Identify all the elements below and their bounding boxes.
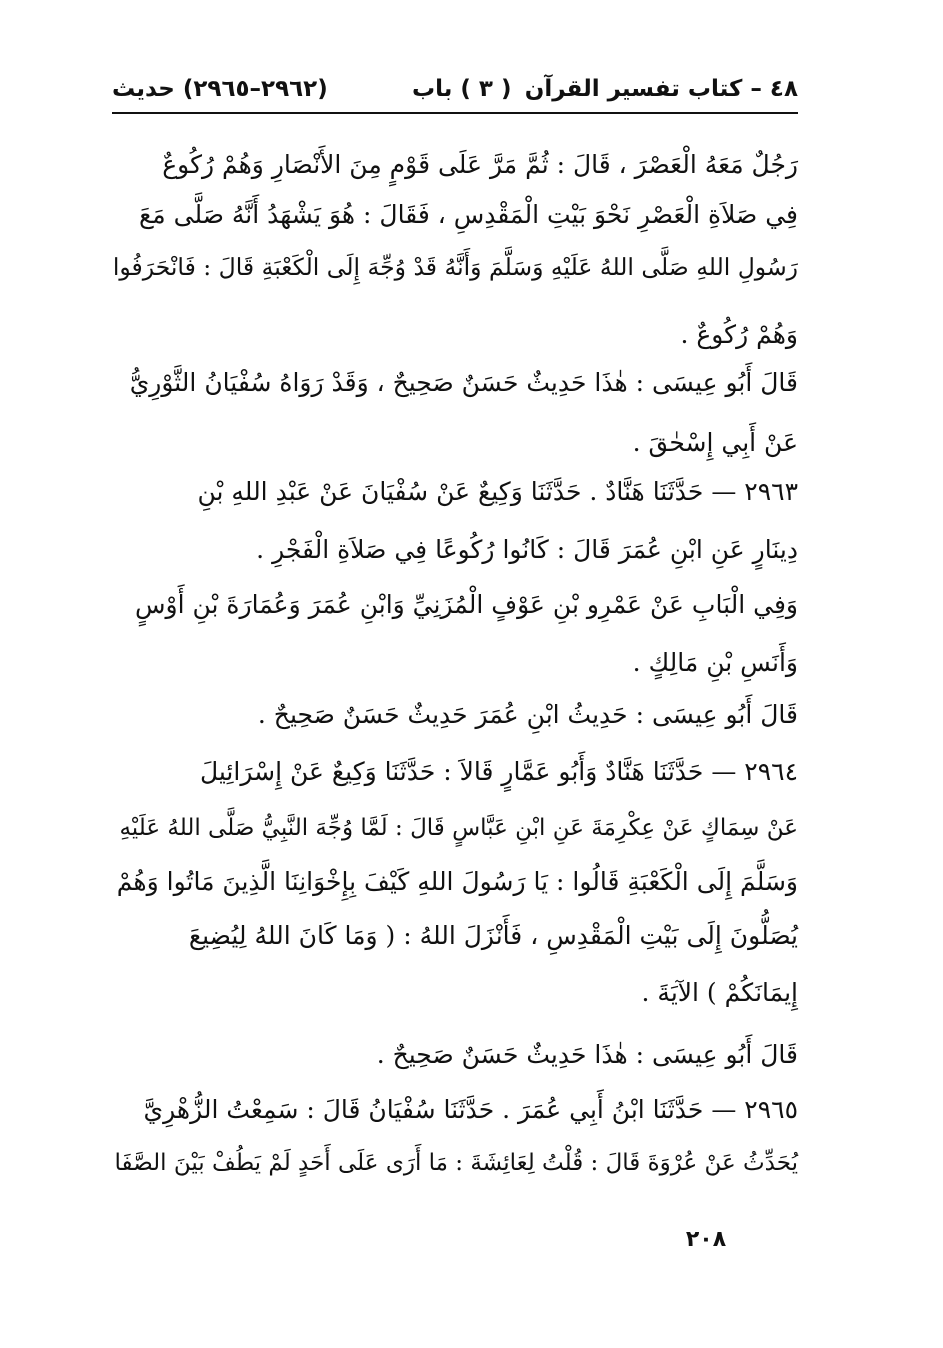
text-line: وَهُمْ رُكُوعٌ .: [680, 320, 798, 349]
text-line: فِي صَلاَةِ الْعَصْرِ نَحْوَ بَيْتِ الْمَقْدِسِ ، فَقَالَ : هُوَ يَشْهَدُ أَنَّهُ صَلَّى مَعَ: [138, 200, 798, 229]
text-line: عَنْ سِمَاكٍ عَنْ عِكْرِمَةَ عَنِ ابْنِ عَبَّاسٍ قَالَ : لَمَّا وُجِّهَ النَّبِيُّ صَلَّى اللهُ عَلَيْهِ: [119, 815, 798, 841]
text-line: دِينَارٍ عَنِ ابْنِ عُمَرَ قَالَ : كَانُوا رُكُوعًا فِي صَلاَةِ الْفَجْرِ .: [256, 535, 798, 564]
text-line: رَجُلٌ مَعَهُ الْعَصْرَ ، قَالَ : ثُمَّ مَرَّ عَلَى قَوْمٍ مِنَ الأَنْصَارِ وَهُمْ رُكُوعٌ: [162, 150, 798, 179]
hadith-2965-line: ٢٩٦٥ — حَدَّثَنَا ابْنُ أَبِي عُمَرَ . حَدَّثَنَا سُفْيَانُ قَالَ : سَمِعْتُ الزُّهْرِيَّ: [143, 1095, 798, 1124]
text-line: عَنْ أَبِي إِسْحٰقَ .: [632, 428, 798, 457]
header-hadith-range: (٢٩٦٢–٢٩٦٥) حديث: [112, 76, 328, 102]
hadith-2964-line: ٢٩٦٤ — حَدَّثَنَا هَنَّادٌ وَأَبُو عَمَّارٍ قَالاَ : حَدَّثَنَا وَكِيعٌ عَنْ إِسْرَائِيلَ: [199, 757, 798, 786]
text-line: يُحَدِّثُ عَنْ عُرْوَةَ قَالَ : قُلْتُ لِعَائِشَةَ : مَا أَرَى عَلَى أَحَدٍ لَمْ يَطُفْ بَيْنَ الصَّفَا: [114, 1150, 798, 1176]
text-line: وَفِي الْبَابِ عَنْ عَمْرِو بْنِ عَوْفٍ الْمُزَنِيِّ وَابْنِ عُمَرَ وَعُمَارَةَ بْنِ أَوْسٍ: [135, 590, 798, 619]
hadith-2963-line: ٢٩٦٣ — حَدَّثَنَا هَنَّادٌ . حَدَّثَنَا وَكِيعٌ عَنْ سُفْيَانَ عَنْ عَبْدِ اللهِ بْنِ: [197, 477, 798, 506]
header-divider: [112, 112, 798, 114]
header-book-title: ٤٨ – كتاب تفسير القرآن: [524, 76, 798, 102]
text-line: يُصَلُّونَ إِلَى بَيْتِ الْمَقْدِسِ ، فَأَنْزَلَ اللهُ : ( وَمَا كَانَ اللهُ لِيُضِيعَ: [188, 921, 798, 950]
header-chapter: ( ٣ ) باب: [412, 76, 512, 102]
text-line: رَسُولِ اللهِ صَلَّى اللهُ عَلَيْهِ وَسَلَّمَ وَأَنَّهُ قَدْ وُجِّهَ إِلَى الْكَعْبَةِ قَالَ : فَانْحَرَفُوا: [112, 253, 798, 281]
text-line: قَالَ أَبُو عِيسَى : هٰذَا حَدِيثٌ حَسَنٌ صَحِيحٌ ، وَقَدْ رَوَاهُ سُفْيَانُ الثَّوْرِيُّ: [129, 368, 798, 397]
text-line: قَالَ أَبُو عِيسَى : هٰذَا حَدِيثٌ حَسَنٌ صَحِيحٌ .: [376, 1040, 798, 1069]
page-number: ٢٠٨: [685, 1227, 727, 1252]
text-line: وَسَلَّمَ إِلَى الْكَعْبَةِ قَالُوا : يَا رَسُولَ اللهِ كَيْفَ بِإِخْوَانِنَا الَّذِينَ مَاتُوا وَهُمْ: [116, 867, 798, 896]
running-header: [112, 70, 798, 114]
text-line: قَالَ أَبُو عِيسَى : حَدِيثُ ابْنِ عُمَرَ حَدِيثٌ حَسَنٌ صَحِيحٌ .: [257, 700, 798, 729]
text-line: وَأَنَسِ بْنِ مَالِكٍ .: [632, 648, 798, 677]
text-line: إِيمَانَكُمْ ) الآيَةَ .: [641, 978, 798, 1007]
